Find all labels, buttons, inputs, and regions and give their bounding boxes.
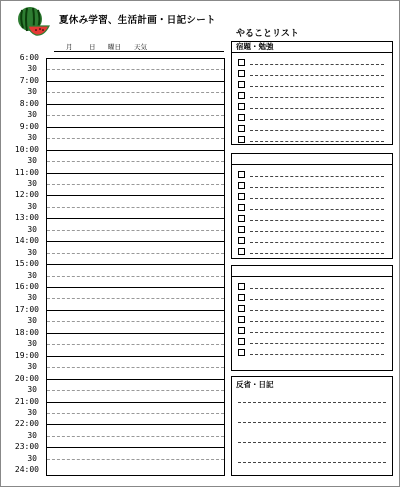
time-label: 30 <box>27 339 37 349</box>
checkbox[interactable] <box>238 316 245 323</box>
checkbox[interactable] <box>238 114 245 121</box>
todo-write-line <box>250 176 384 177</box>
time-label: 30 <box>27 453 37 463</box>
time-label: 22:00 <box>14 419 39 429</box>
todo-item[interactable] <box>238 326 384 336</box>
time-label: 30 <box>27 178 37 188</box>
checkbox[interactable] <box>238 237 245 244</box>
half-hour-line <box>47 413 224 414</box>
half-hour-line <box>47 321 224 322</box>
half-hour-line <box>47 230 224 231</box>
todo-write-line <box>250 220 384 221</box>
todo-write-line <box>250 119 384 120</box>
todo-write-line <box>250 299 384 300</box>
hour-line <box>47 356 224 357</box>
time-label: 30 <box>27 316 37 326</box>
hour-line <box>47 287 224 288</box>
todo-write-line <box>250 86 384 87</box>
todo-write-line <box>250 209 384 210</box>
hour-line <box>47 127 224 128</box>
todo-item[interactable] <box>238 214 384 224</box>
reflection-write-line[interactable] <box>238 422 386 423</box>
half-hour-line <box>47 207 224 208</box>
todo-write-line <box>250 231 384 232</box>
checkbox[interactable] <box>238 283 245 290</box>
half-hour-line <box>47 161 224 162</box>
todo-item[interactable] <box>238 181 384 191</box>
todo-write-line <box>250 310 384 311</box>
time-label: 30 <box>27 110 37 120</box>
todo-item[interactable] <box>238 282 384 292</box>
time-label: 23:00 <box>14 442 39 452</box>
todo-write-line <box>250 321 384 322</box>
half-hour-line <box>47 184 224 185</box>
time-label: 30 <box>27 430 37 440</box>
todo-item[interactable] <box>238 91 384 101</box>
todo-write-line <box>250 343 384 344</box>
checkbox[interactable] <box>238 338 245 345</box>
time-label: 30 <box>27 87 37 97</box>
time-label: 30 <box>27 407 37 417</box>
checkbox[interactable] <box>238 81 245 88</box>
time-label: 20:00 <box>14 373 39 383</box>
todo-write-line <box>250 108 384 109</box>
todo-item[interactable] <box>238 337 384 347</box>
time-label: 30 <box>27 247 37 257</box>
checkbox[interactable] <box>238 248 245 255</box>
checkbox[interactable] <box>238 327 245 334</box>
date-line[interactable] <box>54 39 224 52</box>
time-label: 30 <box>27 362 37 372</box>
checkbox[interactable] <box>238 103 245 110</box>
checkbox[interactable] <box>238 215 245 222</box>
checkbox[interactable] <box>238 92 245 99</box>
todo-item[interactable] <box>238 348 384 358</box>
todo-item[interactable] <box>238 124 384 134</box>
todo-panel-homework <box>231 41 393 145</box>
month-label: 月 <box>66 43 73 51</box>
todo-item[interactable] <box>238 135 384 145</box>
todo-title: やることリスト <box>236 29 299 39</box>
reflection-write-line[interactable] <box>238 442 386 443</box>
hour-line <box>47 310 224 311</box>
todo-panel-heading <box>232 266 392 277</box>
todo-write-line <box>250 288 384 289</box>
reflection-heading: 反省・日記 <box>236 380 274 389</box>
todo-write-line <box>250 130 384 131</box>
time-label: 11:00 <box>14 167 39 177</box>
todo-write-line <box>250 253 384 254</box>
half-hour-line <box>47 276 224 277</box>
todo-item[interactable] <box>238 113 384 123</box>
half-hour-line <box>47 69 224 70</box>
hour-line <box>47 333 224 334</box>
checkbox[interactable] <box>238 349 245 356</box>
time-label: 24:00 <box>14 465 39 475</box>
time-label: 7:00 <box>19 75 39 85</box>
time-label: 15:00 <box>14 259 39 269</box>
todo-panel-heading: 宿題・勉強 <box>232 42 392 53</box>
checkbox[interactable] <box>238 59 245 66</box>
half-hour-line <box>47 390 224 391</box>
time-label: 21:00 <box>14 396 39 406</box>
time-label: 6:00 <box>19 53 39 62</box>
sheet-title: 夏休み学習、生活計画・日記シート <box>59 15 216 26</box>
hour-line <box>47 402 224 403</box>
todo-write-line <box>250 198 384 199</box>
hour-line <box>47 150 224 151</box>
time-label: 18:00 <box>14 327 39 337</box>
checkbox[interactable] <box>238 182 245 189</box>
time-label: 30 <box>27 224 37 234</box>
time-label: 30 <box>27 293 37 303</box>
half-hour-line <box>47 344 224 345</box>
hour-line <box>47 447 224 448</box>
todo-item[interactable] <box>238 225 384 235</box>
todo-item[interactable] <box>238 236 384 246</box>
time-label: 8:00 <box>19 98 39 108</box>
checkbox[interactable] <box>238 204 245 211</box>
todo-item[interactable] <box>238 102 384 112</box>
todo-write-line <box>250 75 384 76</box>
day-label: 日 <box>89 43 96 51</box>
time-label: 30 <box>27 201 37 211</box>
hour-line <box>47 379 224 380</box>
reflection-panel <box>231 376 393 476</box>
hour-line <box>47 195 224 196</box>
half-hour-line <box>47 92 224 93</box>
checkbox[interactable] <box>238 136 245 143</box>
todo-panel-3 <box>231 265 393 371</box>
watermelon-icon <box>14 6 50 36</box>
hour-line <box>47 218 224 219</box>
time-label: 12:00 <box>14 190 39 200</box>
todo-item[interactable] <box>238 203 384 213</box>
half-hour-line <box>47 459 224 460</box>
todo-write-line <box>250 332 384 333</box>
todo-write-line <box>250 141 384 142</box>
checkbox[interactable] <box>238 294 245 301</box>
checkbox[interactable] <box>238 70 245 77</box>
time-label: 30 <box>27 64 37 74</box>
checkbox[interactable] <box>238 305 245 312</box>
weather-label: 天気 <box>134 43 147 51</box>
half-hour-line <box>47 138 224 139</box>
todo-item[interactable] <box>238 192 384 202</box>
schedule-grid[interactable] <box>46 58 225 476</box>
todo-panel-heading <box>232 154 392 165</box>
time-label: 17:00 <box>14 304 39 314</box>
time-label: 13:00 <box>14 213 39 223</box>
time-label: 30 <box>27 156 37 166</box>
weekday-label: 曜日 <box>108 43 121 51</box>
hour-line <box>47 264 224 265</box>
hour-line <box>47 81 224 82</box>
half-hour-line <box>47 367 224 368</box>
todo-write-line <box>250 187 384 188</box>
time-label: 30 <box>27 270 37 280</box>
todo-item[interactable] <box>238 80 384 90</box>
half-hour-line <box>47 253 224 254</box>
todo-write-line <box>250 97 384 98</box>
hour-line <box>47 104 224 105</box>
time-label: 16:00 <box>14 282 39 291</box>
checkbox[interactable] <box>238 125 245 132</box>
reflection-write-line[interactable] <box>238 462 386 463</box>
hour-line <box>47 173 224 174</box>
todo-item[interactable] <box>238 170 384 180</box>
hour-line <box>47 424 224 425</box>
time-label: 30 <box>27 385 37 395</box>
checkbox[interactable] <box>238 226 245 233</box>
half-hour-line <box>47 115 224 116</box>
time-label: 14:00 <box>14 236 39 246</box>
todo-write-line <box>250 354 384 355</box>
time-label: 19:00 <box>14 350 39 360</box>
todo-item[interactable] <box>238 69 384 79</box>
todo-write-line <box>250 64 384 65</box>
checkbox[interactable] <box>238 171 245 178</box>
checkbox[interactable] <box>238 193 245 200</box>
todo-item[interactable] <box>238 58 384 68</box>
todo-item[interactable] <box>238 315 384 325</box>
reflection-write-line[interactable] <box>238 402 386 403</box>
half-hour-line <box>47 436 224 437</box>
hour-line <box>47 241 224 242</box>
todo-write-line <box>250 242 384 243</box>
todo-item[interactable] <box>238 247 384 257</box>
half-hour-line <box>47 298 224 299</box>
todo-item[interactable] <box>238 293 384 303</box>
todo-item[interactable] <box>238 304 384 314</box>
time-label: 10:00 <box>14 144 39 154</box>
time-label: 9:00 <box>19 121 39 131</box>
time-label: 30 <box>27 133 37 143</box>
todo-panel-2 <box>231 153 393 259</box>
